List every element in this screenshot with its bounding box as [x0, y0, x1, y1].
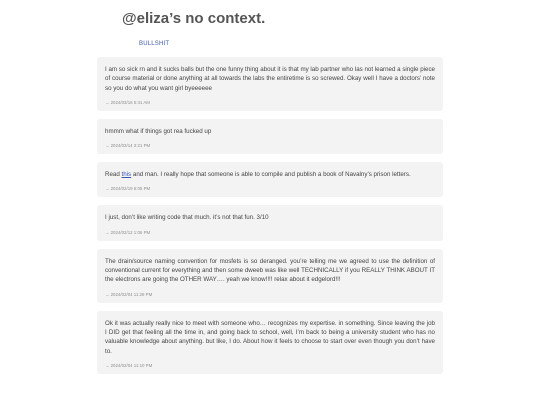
post-timestamp[interactable]: → 2024/02/04 11:10 PM — [105, 362, 153, 368]
site-title: @eliza’s no context. — [122, 10, 266, 27]
post-card — [97, 57, 443, 111]
post-card — [97, 311, 443, 374]
post-text-before: Read — [105, 171, 122, 179]
post-feed — [97, 57, 443, 382]
site-header — [122, 10, 265, 47]
post-text: I just, don’t like writing code that much. it’s not that fun. 3/10 — [105, 214, 269, 222]
post-card — [97, 205, 443, 240]
post-card — [97, 249, 443, 303]
post-card — [97, 119, 443, 154]
post-timestamp[interactable]: → 2024/03/16 5:41 AM — [105, 99, 150, 105]
post-text: hmmm what if things got rea fucked up — [105, 127, 212, 135]
post-inline-link[interactable]: this — [121, 171, 132, 179]
post-text: The drain/source naming convention for mosfets is so deranged. you’re telling me we agreed to use the definition of conventional current for everything and then some dweeb was like well TECHNICALLY if you REALLY THINK ABOUT IT the electrons are going the OTHER WAY…. yeah we know!!!! relax about it edgelord!!! — [105, 257, 435, 284]
post-text — [105, 170, 435, 179]
post-text: Ok it was actually really nice to meet with someone who… recognizes my expertise. in something. Since leaving the job I DID get that feeling all the time in, and going back to school, well, I’m back to being a university student who has no valuable knowledge about anything. but like, I do. About how it feels to choose to start over even though you don’t have to. — [105, 319, 435, 355]
post-timestamp[interactable]: → 2024/02/12 1:06 PM — [105, 229, 151, 235]
post-timestamp[interactable]: → 2024/03/14 3:21 PM — [105, 143, 151, 149]
post-text: I am so sick rn and it sucks balls but the one funny thing about it is that my lab partner who las not learned a single piece of course material or done anything at all towards the labs the entiretime is so screwed. Okay well I have a doctors’ note so you do what you want girl byeeeeee — [105, 66, 435, 92]
post-card — [97, 162, 443, 197]
post-timestamp[interactable]: → 2024/02/04 11:29 PM — [105, 291, 153, 297]
nav-link-bullshit[interactable]: BULLSHIT — [139, 41, 170, 47]
post-text-after: and man. I really hope that someone is able to compile and publish a book of Navalny’s prison letters. — [131, 171, 411, 179]
post-timestamp[interactable]: → 2024/02/19 6:05 PM — [105, 186, 151, 192]
